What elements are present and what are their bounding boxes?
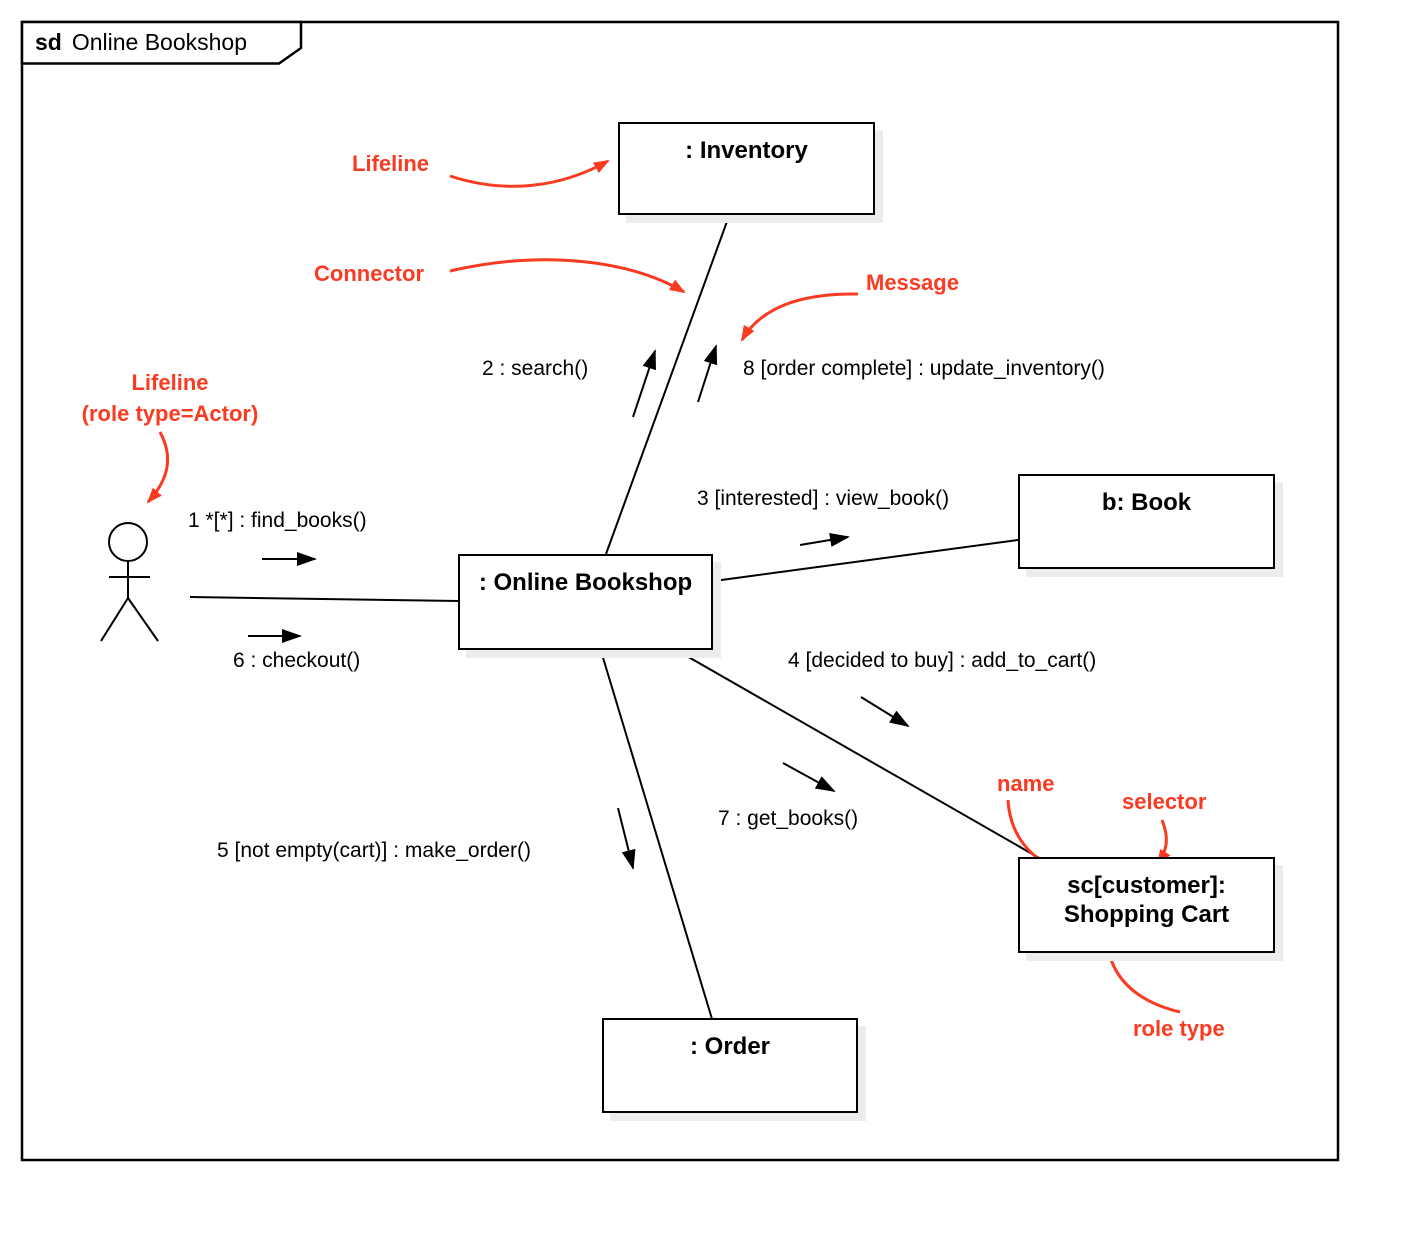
annotation-arrow-lifeline [450,161,608,186]
arrow-message-7 [783,763,834,791]
message-label-7: 7 : get_books() [718,807,859,830]
frame-title [35,29,247,56]
annotation-actor-lifeline-line2: (role type=Actor) [81,401,259,426]
actor-head [109,523,147,561]
lifeline-box-book [1018,474,1275,569]
message-label-4: 4 [decided to buy] : add_to_cart() [788,649,1097,672]
annotation-actor-lifeline-line1: Lifeline [131,370,209,395]
lifeline-box-shopping-cart [1018,857,1275,953]
annotation-actor-lifeline [60,367,280,429]
actor-figure [101,523,158,641]
annotation-lifeline: Lifeline [352,151,430,176]
arrow-message-5 [618,808,633,868]
lifeline-label: : Inventory [685,137,808,164]
lifeline-label: : Order [689,1033,770,1060]
lifeline-box-inventory [618,122,875,215]
message-label-5: 5 [not empty(cart)] : make_order() [217,839,531,862]
connector-actor-bookshop [190,597,459,601]
actor-right-leg [128,598,158,641]
arrow-message-8 [698,346,716,402]
annotation-arrow-actor-lifeline [148,432,168,502]
lifeline-label: b: Book [1101,489,1192,516]
message-label-3: 3 [interested] : view_book() [697,487,950,510]
annotation-role-type: role type [1133,1016,1225,1041]
annotation-selector: selector [1122,789,1207,814]
annotation-message: Message [866,270,959,295]
annotation-arrow-message [742,294,858,340]
lifeline-box-online-bookshop [458,554,713,650]
arrow-message-2 [633,351,655,417]
arrow-message-3 [800,537,848,545]
message-label-8: 8 [order complete] : update_inventory() [743,357,1105,380]
frame-title-text: Online Bookshop [71,29,248,55]
connector-bookshop-order [601,651,712,1019]
arrow-message-4 [861,697,908,726]
message-label-1: 1 *[*] : find_books() [188,509,367,532]
lifeline-label-line1: sc[customer]: [1067,872,1226,899]
connector-bookshop-book [714,540,1018,581]
connector-bookshop-cart [678,651,1048,863]
annotation-name: name [997,771,1055,796]
annotation-arrow-connector [450,260,684,292]
annotation-connector: Connector [314,261,424,286]
actor-left-leg [101,598,128,641]
lifeline-label-line2: Shopping Cart [1063,901,1230,928]
message-label-6: 6 : checkout() [233,649,361,672]
message-label-2: 2 : search() [482,357,589,380]
lifeline-label: : Online Bookshop [478,569,693,596]
frame-keyword: sd [35,29,62,55]
lifeline-box-order [602,1018,858,1113]
